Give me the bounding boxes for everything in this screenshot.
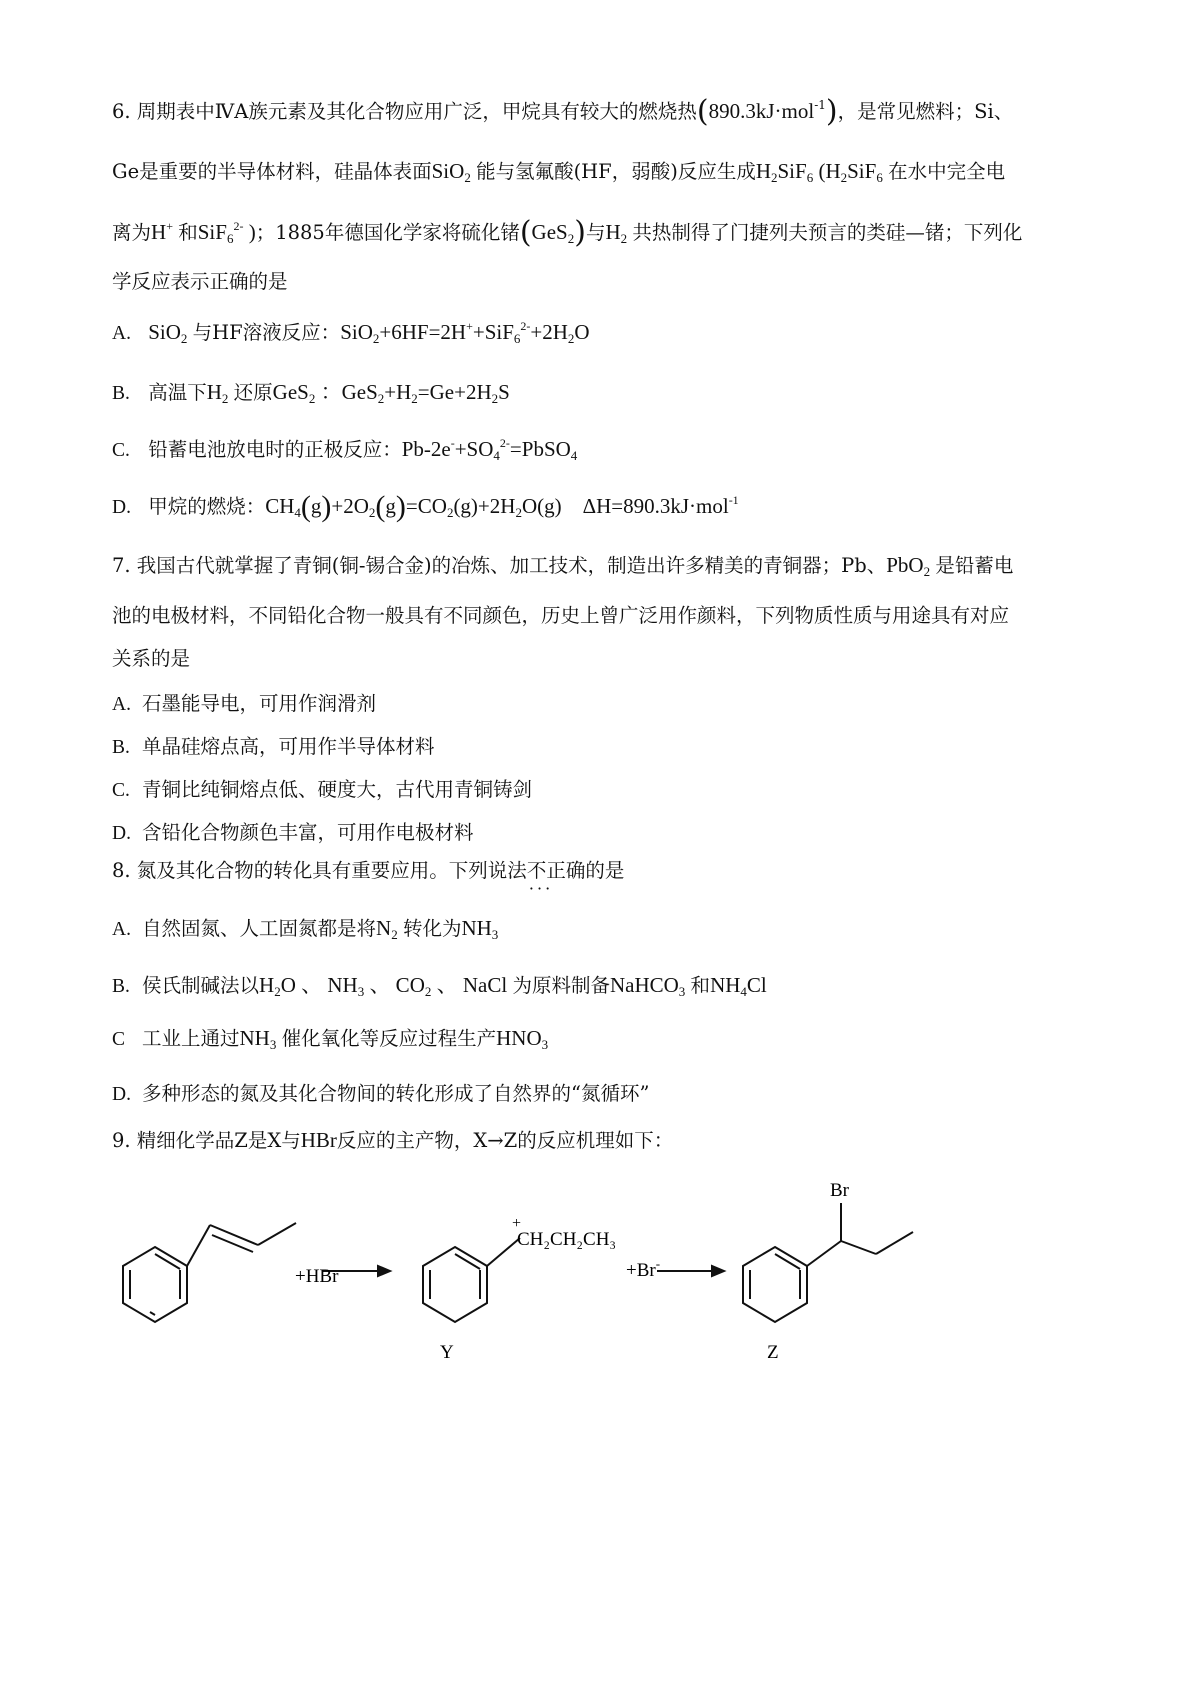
label-z: Z xyxy=(767,1342,779,1363)
q6-stem-line4: 学反应表示正确的是 xyxy=(112,270,288,293)
label-y: Y xyxy=(440,1342,454,1363)
q7-option-b[interactable]: B. 单晶硅熔点高，可用作半导体材料 xyxy=(112,735,435,758)
q8-option-c[interactable]: C 工业上通过$NH_3$ 催化氧化等反应过程生产$HNO_3$ xyxy=(112,1026,549,1052)
q6-option-d[interactable]: D. 甲烷的燃烧：$CH_4(g)+2O_2(g)=CO_2(g)+2H_2O(g)$ ΔH=890.3kJ·mol$^{-1}$ xyxy=(112,490,739,523)
q6-stem-line2: Ge是重要的半导体材料，硅晶体表面SiO$_2$ 能与氢氟酸(HF，弱酸)反应生成$H_2SiF_6$ ($H_2SiF_6$ 在水中完全电 xyxy=(112,159,1006,185)
molecule-y-benzene-ring xyxy=(423,1238,520,1322)
q6-heat-value: 890.3kJ·mol xyxy=(708,99,815,123)
q7-option-d[interactable]: D. 含铅化合物颜色丰富，可用作电极材料 xyxy=(112,821,474,844)
q6-a-equation: $SiO_2+6HF=2H^++SiF_6^{2-}+2H_2O$ xyxy=(340,319,590,346)
cation-charge: + xyxy=(512,1215,522,1232)
bromine-label: Br xyxy=(830,1180,849,1201)
q8-option-a[interactable]: A. 自然固氮、人工固氮都是将$N_2$ 转化为$NH_3$ xyxy=(112,916,499,942)
q8-option-d[interactable]: D. 多种形态的氮及其化合物间的转化形成了自然界的“氮循环” xyxy=(112,1082,650,1105)
reaction-mechanism-diagram xyxy=(0,1170,1200,1370)
q6-stem-line1: 6. 周期表中ⅣA族元素及其化合物应用广泛，甲烷具有较大的燃烧热(890.3kJ·mol$^{-1}$)，是常见燃料；Si、 xyxy=(112,94,1014,129)
q8-stem: 8. 氮及其化合物的转化具有重要应用。下列说法不正确 · · ·的是 xyxy=(112,857,624,885)
q7-stem-line1: 7. 我国古代就掌握了青铜(铜-锡合金)的冶炼、加工技术，制造出许多精美的青铜器；Pb、PbO$_2$ 是铅蓄电 xyxy=(112,553,1014,579)
molecule-z-benzene-ring xyxy=(743,1247,807,1322)
q6-stem-text: 6. 周期表中ⅣA族元素及其化合物应用广泛，甲烷具有较大的燃烧热 xyxy=(112,100,697,123)
reagent-hbr: +HBr xyxy=(295,1266,339,1287)
q6-option-c[interactable]: C. 铅蓄电池放电时的正极反应：$Pb-2e^-+SO_4^{2-}=PbSO_4$ xyxy=(112,436,578,463)
q8-option-b[interactable]: B. 侯氏制碱法以$H_2O$ 、 $NH_3$ 、 $CO_2$ 、 NaCl 为原料制备NaHCO$_3$ 和$NH_4Cl$ xyxy=(112,973,767,999)
molecule-x-side-chain xyxy=(187,1223,296,1266)
q6-stem-line3: 离为H+ 和SiF$_6^{2-}$ )；1885年德国化学家将硫化锗(GeS$_2$)与$H_2$ 共热制得了门捷列夫预言的类硅—锗；下列化 xyxy=(112,215,1023,250)
reagent-bromide: +Br- xyxy=(626,1256,661,1281)
q7-option-a[interactable]: A. 石墨能导电，可用作润滑剂 xyxy=(112,692,377,715)
q9-stem: 9. 精细化学品Z是X与HBr反应的主产物，X→Z的反应机理如下： xyxy=(112,1128,674,1152)
q6-option-a[interactable]: A. SiO$_2$ 与HF溶液反应：$SiO_2+6HF=2H^++SiF_6^{2-}+2H_2O$ xyxy=(112,319,590,346)
q7-stem-line3: 关系的是 xyxy=(112,647,191,670)
cation-chain: CH₂CH₂CH₃ xyxy=(517,1229,617,1250)
molecule-x-benzene-ring xyxy=(123,1247,187,1322)
q8-emphasis-negative: 不正确 · · · xyxy=(527,859,586,882)
q6-option-b[interactable]: B. 高温下$H_2$ 还原GeS$_2$ ：$GeS_2+H_2=Ge+2H_2S$ xyxy=(112,380,510,406)
q7-stem-line2: 池的电极材料，不同铅化合物一般具有不同颜色，历史上曾广泛用作颜料，下列物质性质与用途具有对应 xyxy=(112,604,1010,627)
q7-option-c[interactable]: C. 青铜比纯铜熔点低、硬度大，古代用青铜铸剑 xyxy=(112,778,533,801)
molecule-z-side-chain xyxy=(807,1203,913,1266)
